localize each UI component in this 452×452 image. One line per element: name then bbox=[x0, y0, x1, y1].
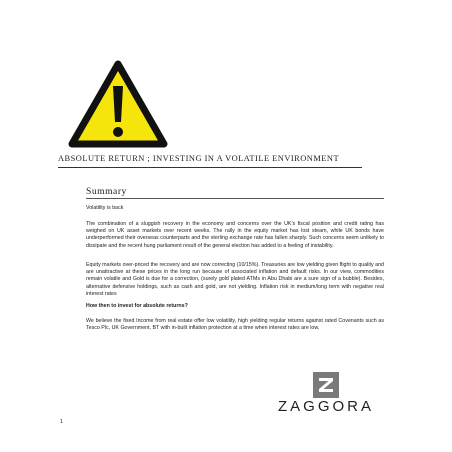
zaggora-logo-icon bbox=[313, 372, 339, 398]
title-divider bbox=[58, 167, 362, 168]
page-number: 1 bbox=[60, 419, 64, 425]
subheading: Volatility is back bbox=[86, 205, 124, 211]
warning-triangle-icon bbox=[68, 60, 168, 148]
paragraph: The combination of a sluggish recovery in the economy and concerns over the UK’s fiscal position and credit rating has weighed on UK asset markets over recent weeks. The rally in the equity market has lost steam, while UK bonds have underperformed their overseas counterparts and the sterling exchange rate has fallen sharply. Such concerns seem unlikely to dissipate and the recent hung parliament result of the general election has added to a feeling of instability. bbox=[86, 221, 384, 249]
document-title: ABSOLUTE RETURN ; INVESTING IN A VOLATILE ENVIRONMENT bbox=[58, 154, 340, 163]
section-divider bbox=[86, 198, 384, 199]
closing-paragraph: We believe the fixed Income from real estate offer low volatility, high yielding regular returns against rated Covenants such as Tesco Plc, UK Government, BT with in-built inflation protection at a time when interest rates are low. bbox=[86, 318, 384, 332]
section-heading: Summary bbox=[86, 186, 127, 197]
paragraph: Equity markets over-priced the recovery and are now correcting (10/15%). Treasuries are low yielding given flight to quality and are unattractive at these prices in the long run because of associated inflation and default risks. In our view, commodities remain volatile and Gold is due for a correction, (surely gold plated ATMs in Abu Dhabi are a sure sign of a bubble). Besides, alternative defensive holdings, such as cash and gold, are not yielding. Inflation risk in medium/long term with negative real interest rates bbox=[86, 262, 384, 297]
brand-wordmark: ZAGGORA bbox=[277, 398, 374, 415]
question-heading: How then to invest for absolute returns? bbox=[86, 303, 188, 309]
